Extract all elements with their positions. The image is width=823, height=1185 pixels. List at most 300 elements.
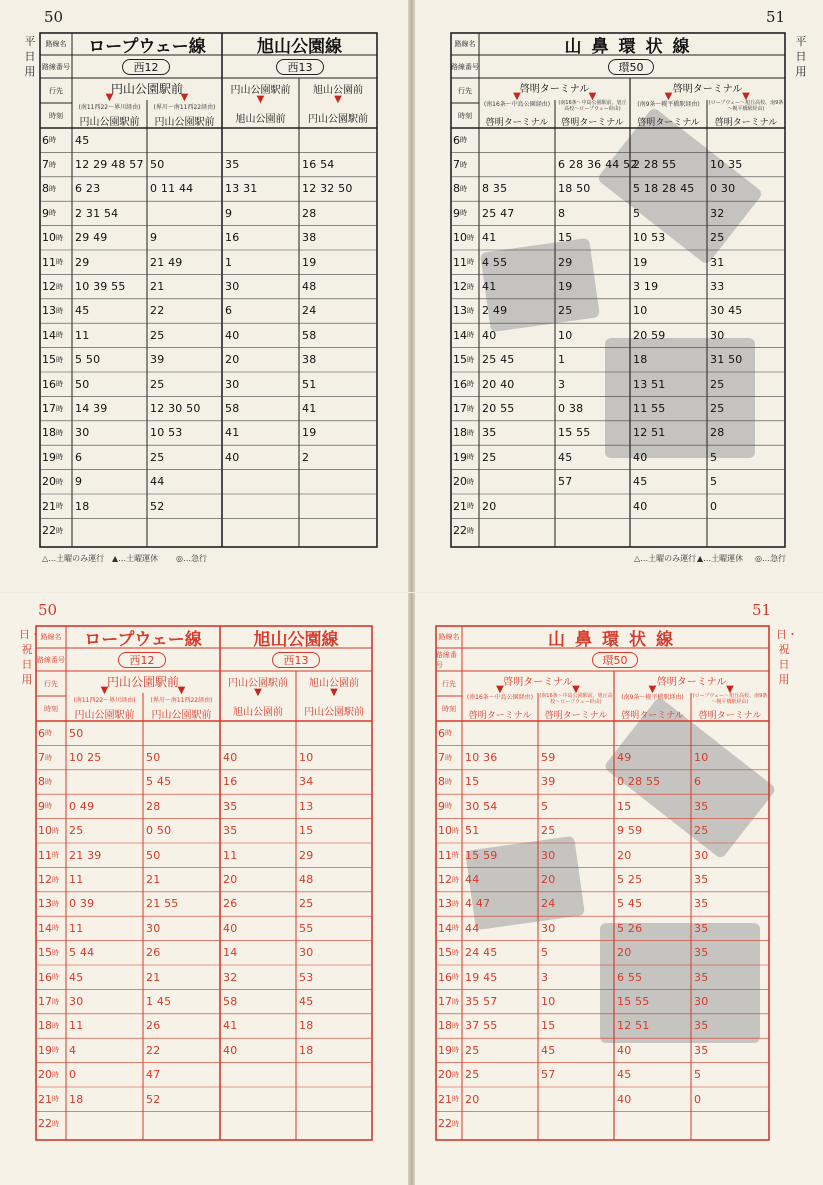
departure-minutes: 14 39 — [75, 402, 108, 416]
departure-minutes: 52 — [150, 499, 165, 513]
arrow-down-icon: ▼ — [256, 94, 265, 105]
departure-minutes: 25 — [558, 304, 573, 318]
departure-minutes: 44 — [150, 475, 165, 489]
departure-minutes: 45 — [69, 970, 84, 984]
departure-minutes: 50 — [75, 377, 90, 391]
page-number-left: 50 — [44, 8, 64, 26]
departure-minutes: 44 — [465, 873, 480, 887]
hour-cell: 17 時 — [42, 402, 63, 416]
departure-minutes: 4 55 — [482, 255, 508, 269]
column-destination: 円山公園駅前 — [151, 710, 212, 721]
departure-minutes: 6 — [75, 450, 83, 464]
hour-cell: 22 時 — [453, 524, 474, 538]
departure-minutes: 13 31 — [225, 182, 258, 196]
departure-minutes: 15 55 — [558, 426, 591, 440]
hour-cell: 11 時 — [42, 255, 63, 269]
departure-minutes: 1 45 — [146, 995, 172, 1009]
departure-minutes: 20 — [465, 1092, 480, 1106]
departure-minutes: 48 — [299, 873, 314, 887]
departure-minutes: 35 — [694, 799, 709, 813]
route-number-label: 路線番号 — [451, 62, 479, 71]
departure-minutes: 0 50 — [146, 824, 172, 838]
departure-minutes: 29 — [75, 255, 90, 269]
arrow-down-icon: ▼ — [742, 91, 750, 102]
hour-cell: 18 時 — [38, 1019, 59, 1033]
column-destination: 啓明ターミナル — [544, 711, 608, 721]
departure-minutes: 32 — [710, 206, 725, 220]
departure-minutes: 0 28 55 — [617, 775, 661, 789]
legend-sat-closed: ▲…土曜運休 — [697, 554, 744, 563]
departure-minutes: 5 25 — [617, 873, 643, 887]
destination-label: 行先 — [49, 86, 63, 95]
departure-minutes: 24 45 — [465, 946, 498, 960]
departure-minutes: 40 — [223, 751, 238, 765]
legend-sat-only: △…土曜のみ運行 — [42, 554, 105, 563]
hour-cell: 21 時 — [42, 499, 63, 513]
time-label: 時刻 — [44, 704, 58, 713]
departure-minutes: 5 44 — [69, 946, 95, 960]
hour-cell: 9 時 — [453, 206, 467, 220]
departure-minutes: 9 — [75, 475, 83, 489]
hour-cell: 7 時 — [42, 158, 56, 172]
departure-minutes: 2 31 54 — [75, 206, 119, 220]
departure-minutes: 10 — [694, 751, 709, 765]
departure-minutes: 3 19 — [633, 280, 659, 294]
departure-minutes: 28 — [146, 799, 161, 813]
departure-minutes: 10 — [541, 995, 556, 1009]
departure-minutes: 10 53 — [633, 231, 666, 245]
via-note: (南16条～中島公園駅前、旭丘高校～ロープウェー経由) — [539, 693, 613, 705]
route-number-badge: 西12 — [118, 652, 166, 668]
hour-cell: 8 時 — [38, 775, 52, 789]
departure-minutes: 30 — [75, 426, 90, 440]
hour-cell: 15 時 — [42, 353, 63, 367]
departure-minutes: 35 — [694, 946, 709, 960]
departure-minutes: 30 45 — [710, 304, 743, 318]
hour-cell: 9 時 — [42, 206, 56, 220]
departure-minutes: 37 55 — [465, 1019, 498, 1033]
route-name-label: 路線名 — [438, 633, 460, 641]
departure-minutes: 41 — [482, 280, 497, 294]
hour-cell: 8 時 — [42, 182, 56, 196]
departure-minutes: 41 — [482, 231, 497, 245]
hour-cell: 22 時 — [42, 524, 63, 538]
departure-minutes: 53 — [299, 970, 314, 984]
arrow-down-icon: ▼ — [334, 94, 342, 105]
hour-cell: 21 時 — [38, 1092, 59, 1106]
hour-cell: 22 時 — [438, 1117, 459, 1131]
departure-minutes: 35 — [225, 158, 240, 172]
hour-cell: 14 時 — [38, 921, 59, 935]
departure-minutes: 8 35 — [482, 182, 508, 196]
departure-minutes: 25 — [710, 377, 725, 391]
departure-minutes: 40 — [482, 328, 497, 342]
hour-cell: 12 時 — [438, 873, 459, 887]
departure-minutes: 12 32 50 — [302, 182, 353, 196]
departure-minutes: 3 — [558, 377, 566, 391]
hour-cell: 8 時 — [438, 775, 452, 789]
departure-minutes: 45 — [558, 450, 573, 464]
via-note: (界川～南11西22経由) — [153, 104, 216, 111]
hour-cell: 13 時 — [38, 897, 59, 911]
departure-minutes: 25 45 — [482, 353, 515, 367]
departure-minutes: 10 35 — [710, 158, 743, 172]
departure-minutes: 18 — [299, 1019, 314, 1033]
via-note: (界川～南11西22経由) — [150, 697, 213, 704]
column-destination: 旭山公園前 — [233, 707, 283, 718]
departure-minutes: 10 — [558, 328, 573, 342]
departure-minutes: 0 — [694, 1092, 702, 1106]
departure-minutes: 20 59 — [633, 328, 666, 342]
departure-minutes: 40 — [633, 450, 648, 464]
departure-minutes: 25 — [150, 328, 165, 342]
time-label: 時刻 — [458, 111, 472, 120]
departure-minutes: 5 26 — [617, 921, 643, 935]
departure-minutes: 57 — [558, 475, 573, 489]
route-name-asahiyama: 旭山公園線 — [257, 36, 342, 57]
via-note: (南9条～幌平橋駅経由) — [637, 101, 700, 108]
departure-minutes: 25 — [299, 897, 314, 911]
departure-minutes: 30 — [694, 995, 709, 1009]
departure-minutes: 0 49 — [69, 799, 95, 813]
hour-cell: 22 時 — [38, 1117, 59, 1131]
departure-minutes: 30 — [694, 848, 709, 862]
departure-minutes: 29 49 — [75, 231, 108, 245]
arrow-down-icon: ▼ — [496, 684, 504, 695]
group-destination: 啓明ターミナル — [656, 677, 727, 688]
departure-minutes: 30 — [69, 995, 84, 1009]
departure-minutes: 59 — [541, 751, 556, 765]
departure-minutes: 32 — [223, 970, 238, 984]
departure-minutes: 35 — [694, 970, 709, 984]
arrow-down-icon: ▼ — [254, 687, 262, 698]
arrow-down-icon: ▼ — [100, 685, 109, 696]
departure-minutes: 12 29 48 57 — [75, 158, 144, 172]
departure-minutes: 9 — [225, 206, 233, 220]
departure-minutes: 44 — [465, 921, 480, 935]
departure-minutes: 1 — [225, 255, 233, 269]
departure-minutes: 12 51 — [633, 426, 666, 440]
departure-minutes: 47 — [146, 1068, 161, 1082]
departure-minutes: 40 — [617, 1092, 632, 1106]
departure-minutes: 45 — [75, 133, 90, 147]
arrow-down-icon: ▼ — [177, 685, 186, 696]
hour-cell: 10 時 — [42, 231, 63, 245]
departure-minutes: 30 — [225, 377, 240, 391]
via-note: (南9条～幌平橋駅経由) — [621, 694, 684, 701]
arrow-down-icon: ▼ — [588, 91, 597, 102]
departure-minutes: 41 — [223, 1019, 238, 1033]
departure-minutes: 11 — [69, 873, 84, 887]
hour-cell: 21 時 — [438, 1092, 459, 1106]
departure-minutes: 35 — [694, 897, 709, 911]
column-destination: 啓明ターミナル — [468, 711, 532, 721]
departure-minutes: 45 — [299, 995, 314, 1009]
departure-minutes: 5 50 — [75, 353, 101, 367]
column-destination: 啓明ターミナル — [714, 118, 778, 128]
hour-cell: 15 時 — [453, 353, 474, 367]
hour-cell: 18 時 — [42, 426, 63, 440]
departure-minutes: 2 49 — [482, 304, 508, 318]
arrow-down-icon: ▼ — [726, 684, 734, 695]
departure-minutes: 55 — [299, 921, 314, 935]
legend-sat-only: △…土曜のみ運行 — [634, 554, 697, 563]
departure-minutes: 3 — [541, 970, 549, 984]
departure-minutes: 20 — [223, 873, 238, 887]
departure-minutes: 30 — [146, 921, 161, 935]
departure-minutes: 49 — [617, 751, 632, 765]
hour-cell: 7 時 — [38, 751, 52, 765]
departure-minutes: 25 — [150, 377, 165, 391]
column-destination: 円山公園駅前 — [79, 117, 140, 128]
departure-minutes: 20 — [225, 353, 240, 367]
departure-minutes: 50 — [146, 751, 161, 765]
departure-minutes: 20 — [617, 848, 632, 862]
departure-minutes: 5 45 — [617, 897, 643, 911]
destination-label: 行先 — [458, 86, 472, 95]
legend-express: ◎…急行 — [755, 554, 786, 563]
departure-minutes: 15 — [617, 799, 632, 813]
hour-cell: 15 時 — [438, 946, 459, 960]
departure-minutes: 58 — [225, 402, 240, 416]
departure-minutes: 5 — [694, 1068, 702, 1082]
arrow-down-icon: ▼ — [572, 684, 580, 695]
hour-cell: 11 時 — [38, 848, 59, 862]
departure-minutes: 33 — [710, 280, 725, 294]
departure-minutes: 39 — [541, 775, 556, 789]
route-name-label: 路線名 — [45, 40, 67, 48]
hour-cell: 6 時 — [453, 133, 467, 147]
hour-cell: 14 時 — [453, 328, 474, 342]
departure-minutes: 26 — [146, 946, 161, 960]
departure-minutes: 5 — [541, 946, 549, 960]
departure-minutes: 25 — [541, 824, 556, 838]
departure-minutes: 6 23 — [75, 182, 101, 196]
departure-minutes: 50 — [150, 158, 165, 172]
hour-cell: 14 時 — [438, 921, 459, 935]
hour-cell: 20 時 — [38, 1068, 59, 1082]
departure-minutes: 22 — [150, 304, 165, 318]
arrow-down-icon: ▼ — [180, 92, 189, 103]
departure-minutes: 18 — [633, 353, 648, 367]
arrow-down-icon: ▼ — [664, 91, 673, 102]
departure-minutes: 41 — [225, 426, 240, 440]
departure-minutes: 2 28 55 — [633, 158, 677, 172]
departure-minutes: 40 — [223, 921, 238, 935]
departure-minutes: 9 — [150, 231, 158, 245]
departure-minutes: 0 39 — [69, 897, 95, 911]
destination-label: 行先 — [44, 679, 58, 688]
departure-minutes: 10 — [299, 751, 314, 765]
hour-cell: 17 時 — [438, 995, 459, 1009]
hour-cell: 17 時 — [453, 402, 474, 416]
departure-minutes: 58 — [223, 995, 238, 1009]
departure-minutes: 15 — [299, 824, 314, 838]
group-destination: 円山公園駅前 — [110, 82, 183, 96]
departure-minutes: 11 — [75, 328, 90, 342]
group-destination: 円山公園駅前 — [106, 675, 179, 689]
time-label: 時刻 — [442, 704, 456, 713]
departure-minutes: 0 11 44 — [150, 182, 194, 196]
departure-minutes: 0 — [69, 1068, 77, 1082]
route-number-label: 路線番号 — [436, 650, 457, 669]
departure-minutes: 31 — [710, 255, 725, 269]
departure-minutes: 25 — [710, 231, 725, 245]
hour-cell: 18 時 — [453, 426, 474, 440]
hour-cell: 9 時 — [438, 799, 452, 813]
hour-cell: 19 時 — [38, 1043, 59, 1057]
departure-minutes: 0 38 — [558, 402, 584, 416]
departure-minutes: 18 — [299, 1043, 314, 1057]
departure-minutes: 41 — [302, 402, 317, 416]
departure-minutes: 25 — [710, 402, 725, 416]
hour-cell: 16 時 — [42, 377, 63, 391]
departure-minutes: 28 — [302, 206, 317, 220]
via-note: (ロープウェー～旭丘高校、南9条～幌平橋駅経由) — [708, 100, 784, 112]
departure-minutes: 5 — [710, 450, 718, 464]
departure-minutes: 0 — [710, 499, 718, 513]
hour-cell: 14 時 — [42, 328, 63, 342]
departure-minutes: 20 — [617, 946, 632, 960]
via-note: (南16条～中島公園経由) — [466, 694, 534, 701]
arrow-down-icon: ▼ — [330, 687, 338, 698]
departure-minutes: 45 — [75, 304, 90, 318]
departure-minutes: 30 54 — [465, 799, 498, 813]
departure-minutes: 6 — [225, 304, 233, 318]
departure-minutes: 35 — [223, 824, 238, 838]
departure-minutes: 40 — [223, 1043, 238, 1057]
route-name-label: 路線名 — [454, 40, 476, 48]
hour-cell: 13 時 — [42, 304, 63, 318]
departure-minutes: 25 — [482, 450, 497, 464]
hour-cell: 6 時 — [438, 726, 452, 740]
departure-minutes: 19 — [558, 280, 573, 294]
column-destination: 啓明ターミナル — [561, 118, 624, 128]
page-number-right: 51 — [766, 8, 786, 26]
departure-minutes: 31 50 — [710, 353, 743, 367]
departure-minutes: 5 — [633, 206, 641, 220]
departure-minutes: 26 — [146, 1019, 161, 1033]
departure-minutes: 15 — [541, 1019, 556, 1033]
column-destination: 啓明ターミナル — [698, 711, 762, 721]
departure-minutes: 13 — [299, 799, 314, 813]
hour-cell: 19 時 — [438, 1043, 459, 1057]
departure-minutes: 16 — [223, 775, 238, 789]
hour-cell: 6 時 — [38, 726, 52, 740]
hour-cell: 13 時 — [453, 304, 474, 318]
hour-cell: 15 時 — [38, 946, 59, 960]
group-destination: 啓明ターミナル — [503, 677, 573, 688]
departure-minutes: 57 — [541, 1068, 556, 1082]
via-note: (南16条～中島公園経由) — [483, 101, 551, 108]
departure-minutes: 19 — [302, 255, 317, 269]
departure-minutes: 10 39 55 — [75, 280, 126, 294]
departure-minutes: 5 18 28 45 — [633, 182, 695, 196]
departure-minutes: 5 — [541, 799, 549, 813]
departure-minutes: 52 — [146, 1092, 161, 1106]
departure-minutes: 19 45 — [465, 970, 498, 984]
departure-minutes: 16 — [225, 231, 240, 245]
departure-minutes: 6 55 — [617, 970, 643, 984]
departure-minutes: 48 — [302, 280, 317, 294]
departure-minutes: 4 — [69, 1043, 77, 1057]
departure-minutes: 0 30 — [710, 182, 736, 196]
hour-cell: 12 時 — [42, 280, 63, 294]
page-number-right: 51 — [752, 601, 772, 619]
hour-cell: 12 時 — [453, 280, 474, 294]
departure-minutes: 30 — [541, 848, 556, 862]
departure-minutes: 40 — [225, 450, 240, 464]
departure-minutes: 35 — [223, 799, 238, 813]
route-number-badge: 西13 — [276, 59, 324, 75]
departure-minutes: 20 40 — [482, 377, 515, 391]
departure-minutes: 20 55 — [482, 402, 515, 416]
route-number-badge: 西12 — [122, 59, 170, 75]
destination-label: 行先 — [442, 679, 456, 688]
departure-minutes: 45 — [617, 1068, 632, 1082]
weekday-side-label-right: 平日用 — [795, 35, 807, 78]
departure-minutes: 39 — [150, 353, 165, 367]
departure-minutes: 12 51 — [617, 1019, 650, 1033]
departure-minutes: 2 — [302, 450, 310, 464]
hour-cell: 16 時 — [38, 970, 59, 984]
departure-minutes: 38 — [302, 231, 317, 245]
departure-minutes: 25 47 — [482, 206, 515, 220]
departure-minutes: 25 — [465, 1043, 480, 1057]
departure-minutes: 50 — [146, 848, 161, 862]
departure-minutes: 15 — [558, 231, 573, 245]
departure-minutes: 35 — [694, 921, 709, 935]
route-name-ropeway: ロープウェー線 — [88, 36, 206, 57]
column-destination: 啓明ターミナル — [621, 711, 684, 721]
route-name-yamahana: 山鼻環状線 — [548, 629, 683, 650]
column-origin: 旭山公園前 — [313, 85, 363, 96]
departure-minutes: 51 — [465, 824, 480, 838]
column-destination: 旭山公園前 — [235, 114, 286, 125]
departure-minutes: 51 — [302, 377, 317, 391]
departure-minutes: 11 — [223, 848, 238, 862]
departure-minutes: 11 — [69, 921, 84, 935]
departure-minutes: 19 — [633, 255, 648, 269]
departure-minutes: 9 59 — [617, 824, 643, 838]
weekday-side-label: 平日用 — [24, 35, 36, 78]
departure-minutes: 10 — [633, 304, 648, 318]
arrow-down-icon: ▼ — [648, 684, 657, 695]
departure-minutes: 28 — [710, 426, 725, 440]
column-origin: 円山公園駅前 — [228, 678, 288, 689]
departure-minutes: 6 — [694, 775, 702, 789]
departure-minutes: 10 53 — [150, 426, 183, 440]
departure-minutes: 20 — [541, 873, 556, 887]
hour-cell: 21 時 — [453, 499, 474, 513]
via-note: (南16条～中島公園駅前、旭丘高校～ロープウェー経由) — [558, 100, 627, 112]
group-destination: 啓明ターミナル — [672, 84, 743, 95]
departure-minutes: 21 — [146, 873, 161, 887]
hour-cell: 10 時 — [38, 824, 59, 838]
route-name-label: 路線名 — [40, 633, 62, 641]
hour-cell: 11 時 — [438, 848, 459, 862]
departure-minutes: 24 — [541, 897, 556, 911]
departure-minutes: 35 57 — [465, 995, 498, 1009]
time-label: 時刻 — [49, 111, 63, 120]
departure-minutes: 25 — [465, 1068, 480, 1082]
group-destination: 啓明ターミナル — [519, 84, 590, 95]
via-note: (南11西22～界川経由) — [78, 104, 141, 111]
departure-minutes: 30 — [299, 946, 314, 960]
via-note: (南11西22～界川経由) — [73, 697, 136, 704]
departure-minutes: 18 — [69, 1092, 84, 1106]
hour-cell: 11 時 — [453, 255, 474, 269]
